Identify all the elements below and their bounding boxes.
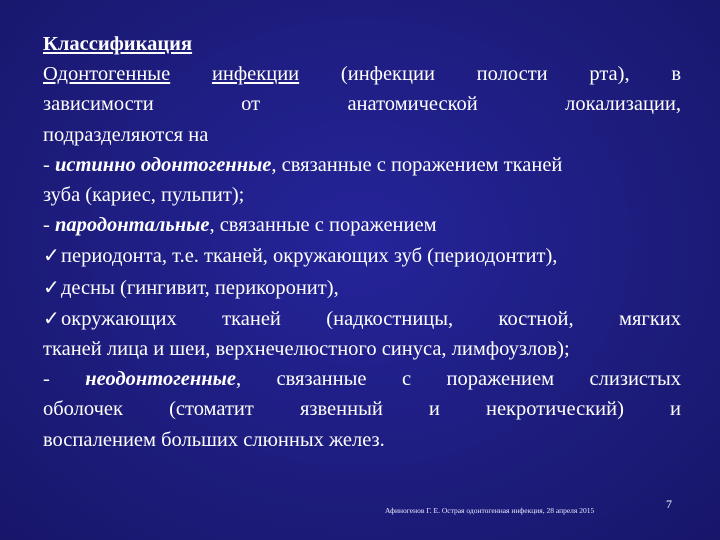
item2-sub-2-text: десны (гингивит, перикоронит),: [61, 276, 339, 299]
intro-line-2: зависимости от анатомической локализации,: [43, 93, 681, 116]
item2-dash: -: [43, 214, 55, 237]
item2-sub-3-text: окружающих тканей (надкостницы, костной, мягких: [61, 307, 681, 330]
intro-line-1: [43, 59, 681, 89]
checkmark-icon: ✓: [43, 305, 60, 330]
item1-term: истинно одонтогенные: [54, 153, 272, 176]
item3-line-2: оболочек (стоматит язвенный и некротический) и: [43, 398, 681, 421]
item1-line-1: [43, 150, 681, 180]
slide-footer: Афиногенов Г. Е. Острая одонтогенная инфекция, 28 апреля 2015: [385, 506, 595, 515]
item2-line-1: [43, 210, 681, 240]
item2-term: пародонтальные: [54, 214, 210, 237]
item1-line-2: зуба (кариес, пульпит);: [43, 184, 245, 207]
item2-rest: , связанные с поражением: [209, 214, 437, 237]
intro-rest: (инфекции полости рта), в: [340, 63, 682, 86]
item3-term: неодонтогенные: [85, 368, 236, 391]
item2-sub-1: [43, 240, 681, 271]
slide-title: Классификация: [43, 33, 193, 55]
slide-body: [43, 29, 681, 455]
checkmark-icon: ✓: [43, 243, 60, 268]
item3-dash: -: [43, 368, 86, 391]
page-number: 7: [666, 497, 672, 511]
intro-word-infections: инфекции: [211, 63, 300, 86]
item2-sub-3: [43, 303, 681, 334]
intro-line-3: подразделяются на: [43, 123, 209, 146]
checkmark-icon: ✓: [43, 274, 60, 299]
item2-sub-1-text: периодонта, т.е. тканей, окружающих зуб (периодонтит),: [61, 245, 558, 268]
intro-word-odontogenic: Одонтогенные: [43, 63, 171, 86]
item1-dash: -: [43, 153, 55, 176]
item3-rest: , связанные с поражением слизистых: [235, 368, 682, 391]
item3-line-3: воспалением больших слюнных желез.: [43, 428, 385, 451]
item1-rest: , связанные с поражением тканей: [271, 153, 563, 176]
item2-sub-2: [43, 272, 681, 303]
item2-sub-3-cont: тканей лица и шеи, верхнечелюстного синуса, лимфоузлов);: [43, 338, 570, 361]
item3-line-1: [43, 364, 681, 394]
